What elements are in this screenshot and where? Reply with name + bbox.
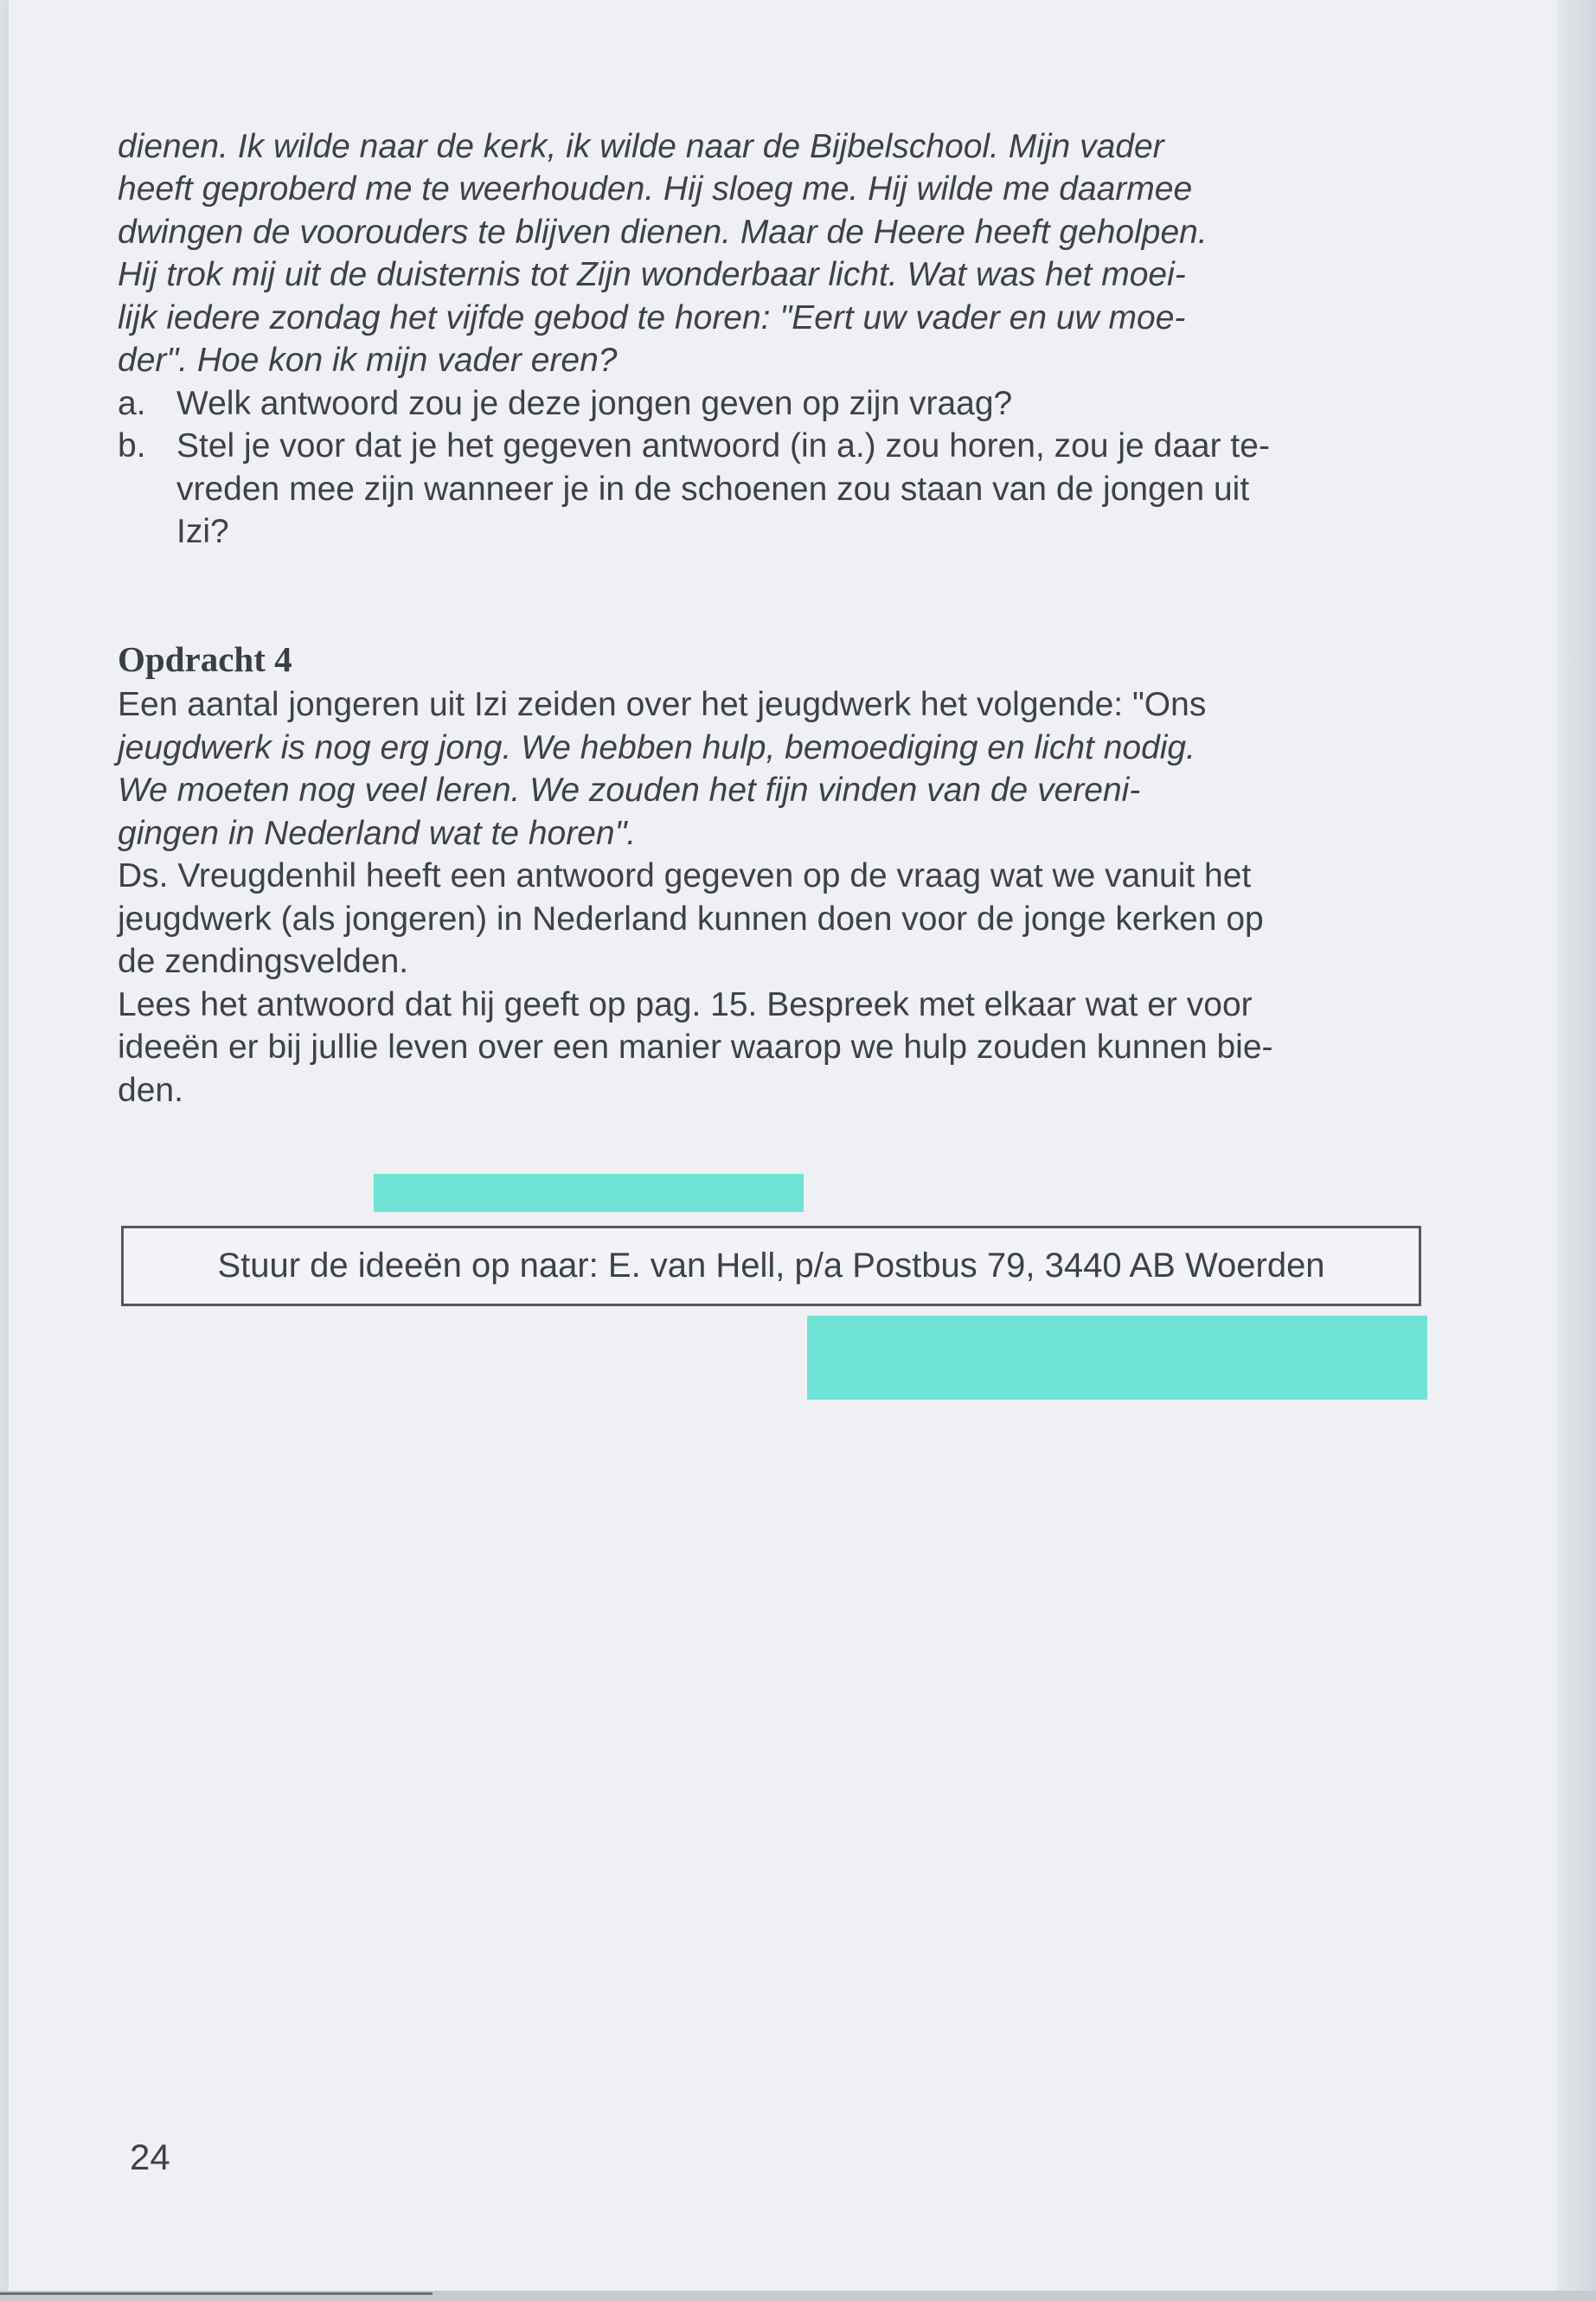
page-edge — [1557, 0, 1596, 2301]
question-marker: b. — [118, 427, 146, 465]
question-text: vreden mee zijn wanneer je in de schoenen zou staan van de jongen uit — [176, 470, 1250, 508]
highlight-strip — [807, 1316, 1427, 1400]
page-number: 24 — [130, 2137, 170, 2177]
intro-line: dienen. Ik wilde naar de kerk, ik wilde naar de Bijbelschool. Mijn vader — [118, 128, 1164, 165]
intro-line: heeft geproberd me te weerhouden. Hij sloeg me. Hij wilde me daarmee — [118, 170, 1193, 208]
intro-line: Hij trok mij uit de duisternis tot Zijn wonderbaar licht. Wat was het moei- — [118, 256, 1186, 293]
highlight-strip — [374, 1174, 804, 1212]
question-marker: a. — [118, 385, 146, 422]
body-line: We moeten nog veel leren. We zouden het fijn vinden van de vereni- — [118, 772, 1141, 809]
body-line: ideeën er bij jullie leven over een manier waarop we hulp zouden kunnen bie- — [118, 1029, 1273, 1066]
body-line: Een aantal jongeren uit Izi zeiden over het jeugdwerk het volgende: "Ons — [118, 686, 1207, 723]
bottom-rule — [0, 2292, 433, 2295]
body-line: Ds. Vreugdenhil heeft een antwoord gegeven op de vraag wat we vanuit het — [118, 857, 1252, 894]
intro-line: der". Hoe kon ik mijn vader eren? — [118, 342, 618, 379]
section-heading: Opdracht 4 — [118, 639, 292, 679]
body-line: de zendingsvelden. — [118, 943, 409, 980]
question-text: Welk antwoord zou je deze jongen geven op zijn vraag? — [176, 385, 1013, 422]
question-text: Izi? — [176, 513, 229, 550]
body-line: jeugdwerk (als jongeren) in Nederland kunnen doen voor de jonge kerken op — [118, 901, 1264, 938]
intro-line: lijk iedere zondag het vijfde gebod te horen: "Eert uw vader en uw moe- — [118, 299, 1186, 336]
body-line: den. — [118, 1072, 183, 1109]
body-line: Lees het antwoord dat hij geeft op pag. 15. Bespreek met elkaar wat er voor — [118, 986, 1253, 1023]
address-box: Stuur de ideeën op naar: E. van Hell, p/a Postbus 79, 3440 AB Woerden — [121, 1226, 1421, 1306]
body-line: gingen in Nederland wat te horen". — [118, 815, 637, 852]
intro-line: dwingen de voorouders te blijven dienen. Maar de Heere heeft geholpen. — [118, 214, 1208, 251]
question-text: Stel je voor dat je het gegeven antwoord (in a.) zou horen, zou je daar te- — [176, 427, 1270, 465]
body-line: jeugdwerk is nog erg jong. We hebben hulp, bemoediging en licht nodig. — [118, 729, 1195, 766]
